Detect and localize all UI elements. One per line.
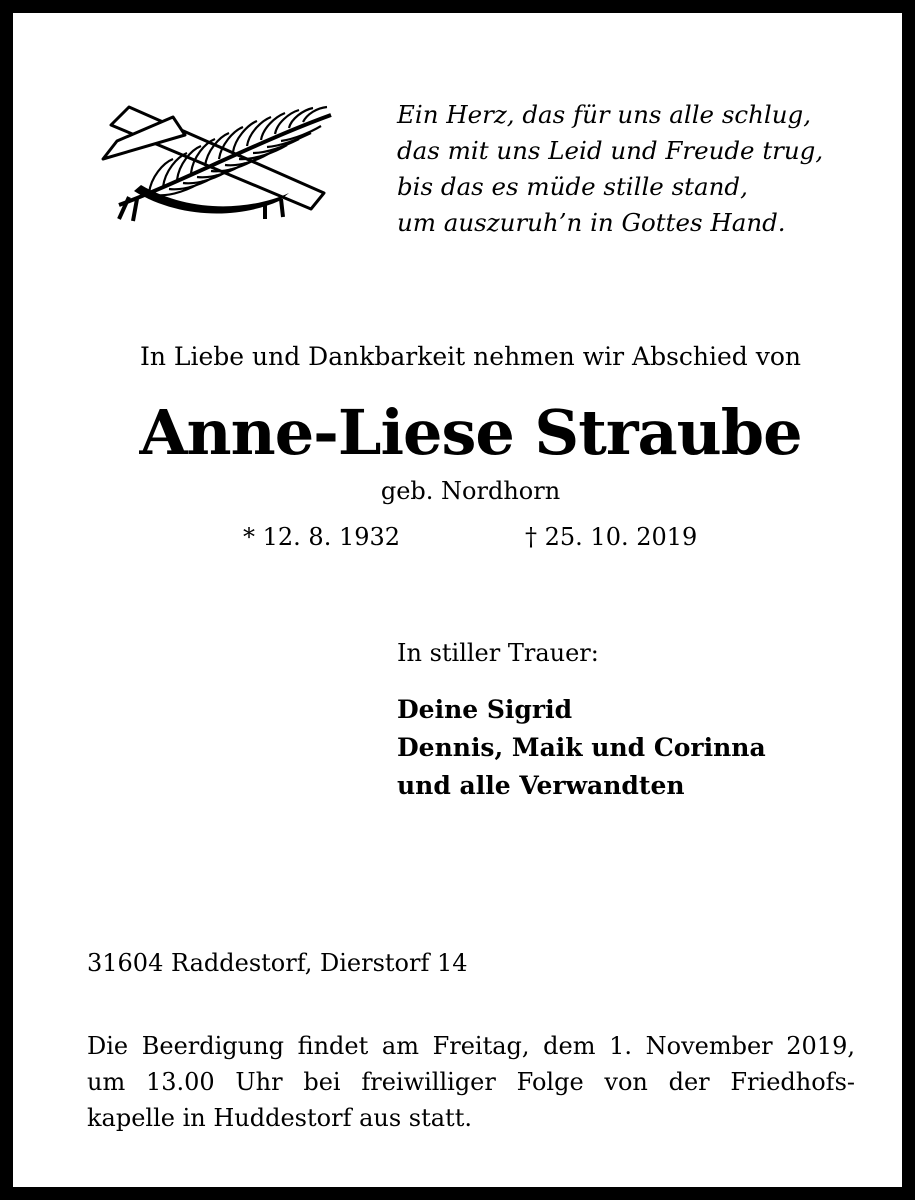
poem-line: das mit uns Leid und Freude trug, — [397, 136, 824, 165]
cross-with-palm-frond-icon — [89, 101, 339, 231]
birth-date: * 12. 8. 1932 — [243, 523, 401, 551]
poem-line: bis das es müde stille stand, — [397, 172, 748, 201]
mourner-line: und alle Verwandten — [397, 771, 685, 800]
mourner-line: Dennis, Maik und Corinna — [397, 733, 766, 762]
mourners-list — [397, 691, 766, 805]
farewell-intro: In Liebe und Dankbarkeit nehmen wir Abschied von — [139, 342, 802, 371]
memorial-poem — [397, 97, 887, 241]
poem-line: Ein Herz, das für uns alle schlug, — [397, 100, 811, 129]
death-date: † 25. 10. 2019 — [525, 523, 698, 551]
funeral-line: kapelle in Huddestorf aus statt. — [87, 1104, 472, 1132]
funeral-notice — [87, 1028, 855, 1136]
funeral-line: um 13.00 Uhr bei freiwilliger Folge von der Friedhofs- — [87, 1068, 855, 1096]
maiden-name: geb. Nordhorn — [380, 477, 561, 505]
address: 31604 Raddestorf, Dierstorf 14 — [87, 949, 468, 977]
deceased-name: Anne-Liese Straube — [139, 396, 802, 469]
mourning-label: In stiller Trauer: — [397, 639, 599, 667]
mourner-line: Deine Sigrid — [397, 695, 573, 724]
poem-line: um auszuruh’n in Gottes Hand. — [397, 208, 786, 237]
funeral-line: Die Beerdigung findet am Freitag, dem 1. November 2019, — [87, 1032, 855, 1060]
